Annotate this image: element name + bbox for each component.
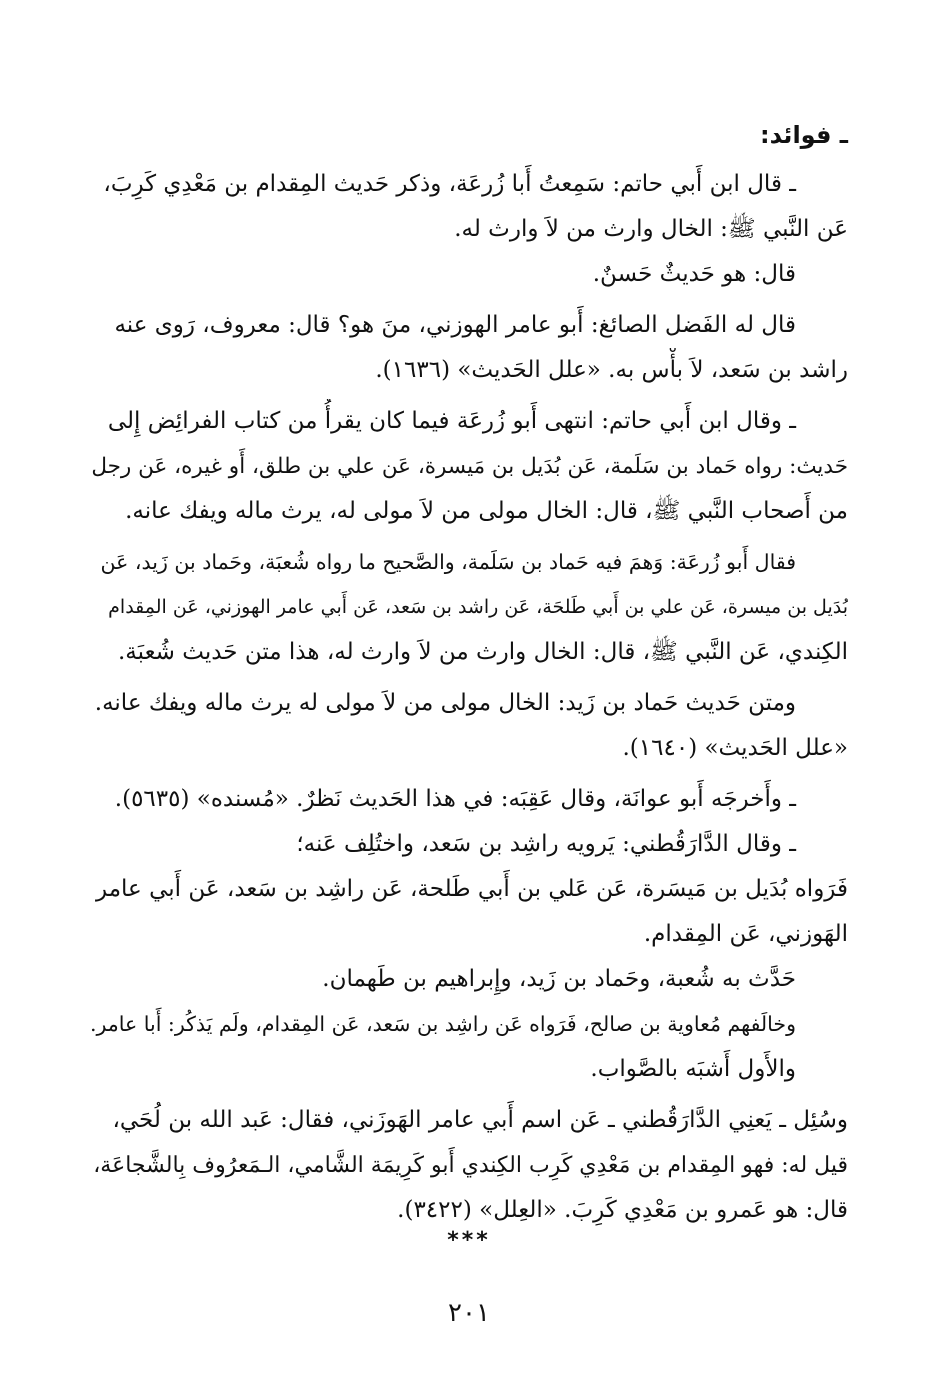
text-line: ـ وقال الدَّارَقُطني: يَرويه راشِد بن سَعد، واختُلِف عَنه؛ xyxy=(296,831,796,857)
text-line: ومتن حَديث حَماد بن زَيد: الخال مولى من لاَ مولى له يرث ماله ويفك عانه. xyxy=(94,690,796,716)
text-line: قال له الفَضل الصائغ: أَبو عامر الهوزني، منَ هو؟ قال: معروف، رَوى عنه xyxy=(114,312,796,338)
text-line: راشد بن سَعد، لاَ بأْس به. «علل الحَديث» (١٦٣٦). xyxy=(375,357,848,383)
text-line: فقال أَبو زُرعَة: وَهمَ فيه حَماد بن سَلَمة، والصَّحيح ما رواه شُعبَة، وحَماد بن زَيد، عَن xyxy=(100,550,796,574)
text-line: الهَوزني، عَن المِقدام. xyxy=(643,921,848,947)
text-line: قال: هو عَمرو بن مَعْدِي كَرِبَ. «العِلل» (٣٤٢٢). xyxy=(397,1197,848,1223)
text-line: حَديث: رواه حَماد بن سَلَمة، عَن بُدَيل بن مَيسرة، عَن علي بن طلق، أَو غيره، عَن رجل xyxy=(91,454,848,479)
section-separator: *** xyxy=(447,1228,491,1253)
text-line: حَدَّث به شُعبة، وحَماد بن زَيد، وإِبراهيم بن طَهمان. xyxy=(322,966,796,992)
page-number: ٢٠١ xyxy=(448,1298,490,1328)
text-line: وسُئِل ـ يَعنِي الدَّارَقُطني ـ عَن اسم أَبي عامر الهَوزَني، فقال: عَبد الله بن لُحَي، xyxy=(112,1107,848,1133)
text-line: الكِندي، عَن النَّبي ﷺ، قال: الخال وارث من لاَ وارث له، هذا متن حَديث شُعبَة. xyxy=(117,639,848,665)
section-heading: ـ فوائد: xyxy=(759,121,848,149)
text-line: من أَصحاب النَّبي ﷺ، قال: الخال مولى من لاَ مولى له، يرث ماله ويفك عانه. xyxy=(125,498,848,524)
text-line: ـ قال ابن أَبي حاتم: سَمِعتُ أَبا زُرعَة، وذكر حَديث المِقدام بن مَعْدِي كَرِبَ، xyxy=(103,171,796,197)
text-line: «علل الحَديث» (١٦٤٠). xyxy=(622,735,848,761)
text-line: بُدَيل بن ميسرة، عَن علي بن أَبي طَلحَة، عَن راشد بن سَعد، عَن أَبي عامر الهوزني، عَن المِقدام xyxy=(108,596,848,618)
text-line: والأَول أَشبَه بالصَّواب. xyxy=(590,1056,796,1082)
text-line: ـ وقال ابن أَبي حاتم: انتهى أَبو زُرعَة فيما كان يقرأُ من كتاب الفرائِض إِلى xyxy=(107,408,796,434)
text-line: قيل له: فهو المِقدام بن مَعْدِي كَرِب الكِندي أَبو كَرِيمَة الشَّامي، الـمَعرُوف بِالشَّجاعَة، xyxy=(93,1153,848,1178)
text-line: فَرَواه بُدَيل بن مَيسَرة، عَن عَلي بن أَبي طَلحة، عَن راشِد بن سَعد، عَن أَبي عامر xyxy=(96,876,848,902)
text-line: عَن النَّبي ﷺ: الخال وارث من لاَ وارث له. xyxy=(454,216,848,242)
text-line: وخالَفهم مُعاوية بن صالح، فَرَواه عَن راشِد بن سَعد، عَن المِقدام، ولَم يَذكُر: أَبا عامر. xyxy=(90,1012,796,1036)
page-body xyxy=(90,112,848,1233)
text-line: قال: هو حَديثٌ حَسنٌ. xyxy=(592,261,796,287)
text-line: ـ وأَخرجَه أَبو عوانَة، وقال عَقِبَه: في هذا الحَديث نَظرٌ. «مُسنده» (٥٦٣٥). xyxy=(114,786,796,812)
